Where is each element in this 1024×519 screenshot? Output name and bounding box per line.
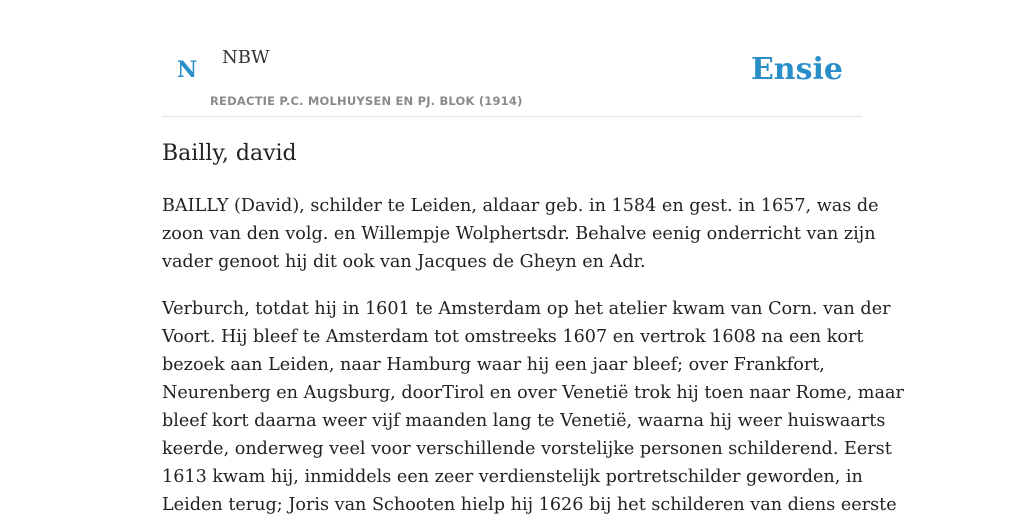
source-name[interactable]: NBW bbox=[222, 47, 270, 68]
article-title: Bailly, david bbox=[162, 141, 297, 166]
page-container bbox=[162, 0, 904, 515]
paragraph-line: vader genoot hij dit ook van Jacques de Gheyn en Adr. bbox=[162, 252, 646, 272]
page-header bbox=[162, 0, 862, 117]
paragraph-line: BAILLY (David), schilder te Leiden, aldaar geb. in 1584 en gest. in 1657, was de bbox=[162, 196, 879, 216]
paragraph-line: Neurenberg en Augsburg, doorTirol en over Venetië trok hij toen naar Rome, maar bbox=[162, 383, 904, 403]
source-subtitle: REDACTIE P.C. MOLHUYSEN EN PJ. BLOK (1914) bbox=[210, 94, 523, 108]
paragraph-line: Leiden terug; Joris van Schooten hielp hij 1626 bij het schilderen van diens eerste bbox=[162, 495, 897, 515]
paragraph-line: zoon van den volg. en Willempje Wolphertsdr. Behalve eenig onderricht van zijn bbox=[162, 224, 876, 244]
paragraph-line: keerde, onderweg veel voor verschillende vorstelijke personen schilderend. Eerst bbox=[162, 439, 892, 459]
article-paragraph bbox=[162, 192, 879, 276]
paragraph-line: Verburch, totdat hij in 1601 te Amsterdam op het atelier kwam van Corn. van der bbox=[162, 299, 891, 319]
paragraph-line: bleef kort daarna weer vijf maanden lang te Venetië, waarna hij weer huiswaarts bbox=[162, 411, 886, 431]
paragraph-line: Voort. Hij bleef te Amsterdam tot omstreeks 1607 en vertrok 1608 na een kort bbox=[162, 327, 864, 347]
paragraph-line: 1613 kwam hij, inmiddels een zeer verdienstelijk portretschilder geworden, in bbox=[162, 467, 863, 487]
paragraph-line: bezoek aan Leiden, naar Hamburg waar hij een jaar bleef; over Frankfort, bbox=[162, 355, 825, 375]
article-paragraph bbox=[162, 295, 904, 519]
brand-logo[interactable]: Ensie bbox=[750, 52, 843, 87]
source-logo-icon[interactable]: N bbox=[177, 57, 198, 83]
